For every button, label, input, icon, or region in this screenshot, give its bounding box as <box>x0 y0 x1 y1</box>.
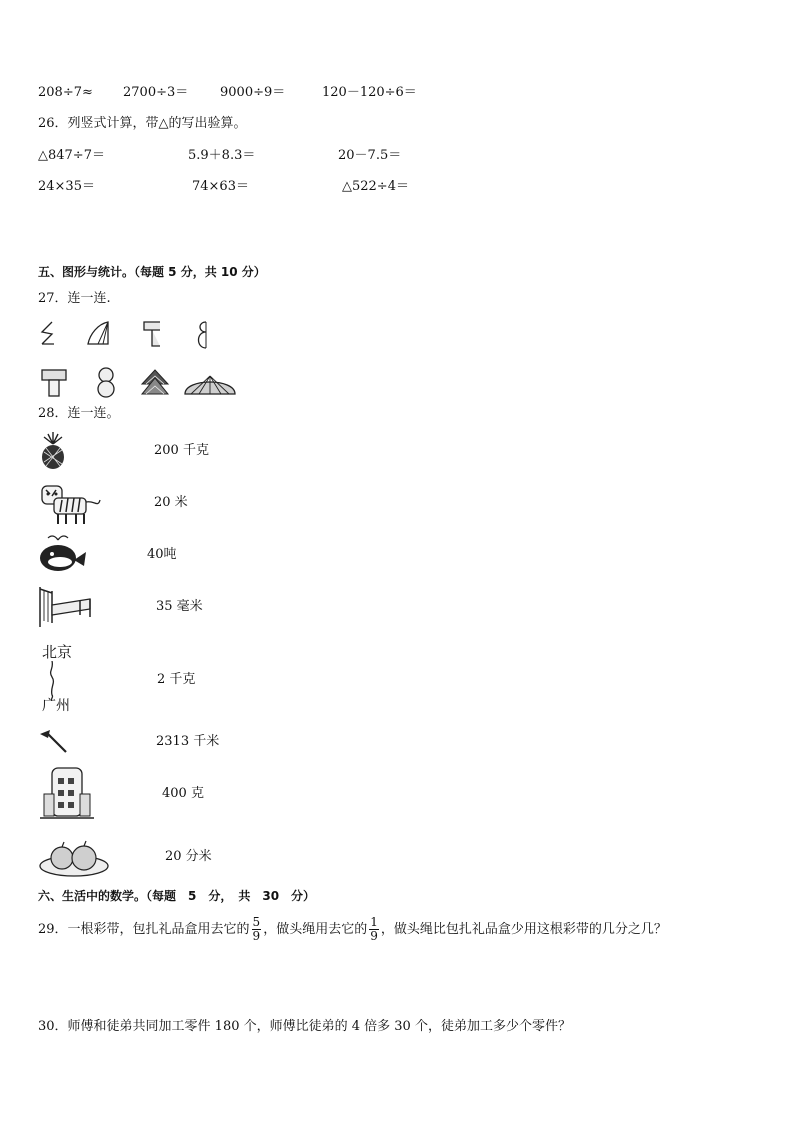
q29-fraction-2-num: 1 <box>370 914 378 929</box>
q29-fraction-1 <box>252 916 262 942</box>
half-mushroom-icon <box>142 320 164 348</box>
umbrella-icon <box>183 370 237 396</box>
map-label-beijing: 北京 <box>42 643 73 661</box>
q29-part3: ，做头绳比包扎礼品盒少用这根彩带的几分之几？ <box>380 921 667 937</box>
q28-value-6: 2313 千米 <box>156 734 220 749</box>
q29-fraction-2-den: 9 <box>370 928 378 943</box>
half-shape-icon <box>38 320 60 348</box>
q29-part2: ，做头绳用去它的 <box>263 921 368 937</box>
q26-title: 26．列竖式计算，带△的写出验算。 <box>38 116 247 131</box>
q28-value-1: 200 千克 <box>154 443 209 458</box>
q26-item-5: 74×63＝ <box>192 179 249 194</box>
gourd-icon <box>95 366 117 398</box>
q27-title: 27．连一连. <box>38 291 111 306</box>
calc-1: 208÷7≈ <box>38 85 93 100</box>
q26-item-4: 24×35＝ <box>38 179 95 194</box>
q28-title: 28．连一连。 <box>38 406 120 421</box>
mushroom-icon <box>40 368 68 398</box>
q29-text <box>38 912 667 946</box>
building-icon <box>38 764 96 820</box>
half-gourd-icon <box>194 320 210 350</box>
section6-title: 六、生活中的数学。（每题 5 分， 共 30 分） <box>38 889 316 903</box>
fruit-plate-icon <box>38 838 110 878</box>
tree-icon <box>140 368 170 398</box>
q26-item-2: 5.9＋8.3＝ <box>188 148 256 163</box>
q29-fraction-1-num: 5 <box>252 914 261 929</box>
q28-value-8: 20 分米 <box>165 849 212 864</box>
q26-item-6: △522÷4＝ <box>342 179 409 194</box>
q28-value-3: 40吨 <box>147 547 177 562</box>
q28-value-4: 35 毫米 <box>156 599 203 614</box>
pineapple-icon <box>36 432 70 470</box>
calc-3: 9000÷9＝ <box>220 85 286 100</box>
q28-value-5: 2 千克 <box>157 672 196 687</box>
q28-value-7: 400 克 <box>162 786 204 801</box>
section5-title: 五、图形与统计。（每题 5 分，共 10 分） <box>38 265 266 279</box>
q26-item-1: △847÷7＝ <box>38 148 105 163</box>
nail-icon <box>38 728 68 754</box>
beijing-guangzhou-map-icon <box>40 643 84 717</box>
half-umbrella-icon <box>86 320 112 348</box>
q26-item-3: 20－7.5＝ <box>338 148 402 163</box>
q30-text: 30．师傅和徒弟共同加工零件 180 个，师傅比徒弟的 4 倍多 30 个，徒弟加工多少个零件？ <box>38 1019 571 1034</box>
map-label-guangzhou: 广州 <box>42 698 70 714</box>
bed-icon <box>36 583 94 629</box>
calc-4: 120－120÷6＝ <box>322 85 417 100</box>
q28-value-2: 20 米 <box>154 495 188 510</box>
tiger-icon <box>36 480 102 526</box>
calc-2: 2700÷3＝ <box>123 85 189 100</box>
q29-part1: 29．一根彩带，包扎礼品盒用去它的 <box>38 921 250 937</box>
whale-icon <box>36 532 88 574</box>
q29-fraction-2 <box>369 916 379 942</box>
q29-fraction-1-den: 9 <box>252 928 261 943</box>
